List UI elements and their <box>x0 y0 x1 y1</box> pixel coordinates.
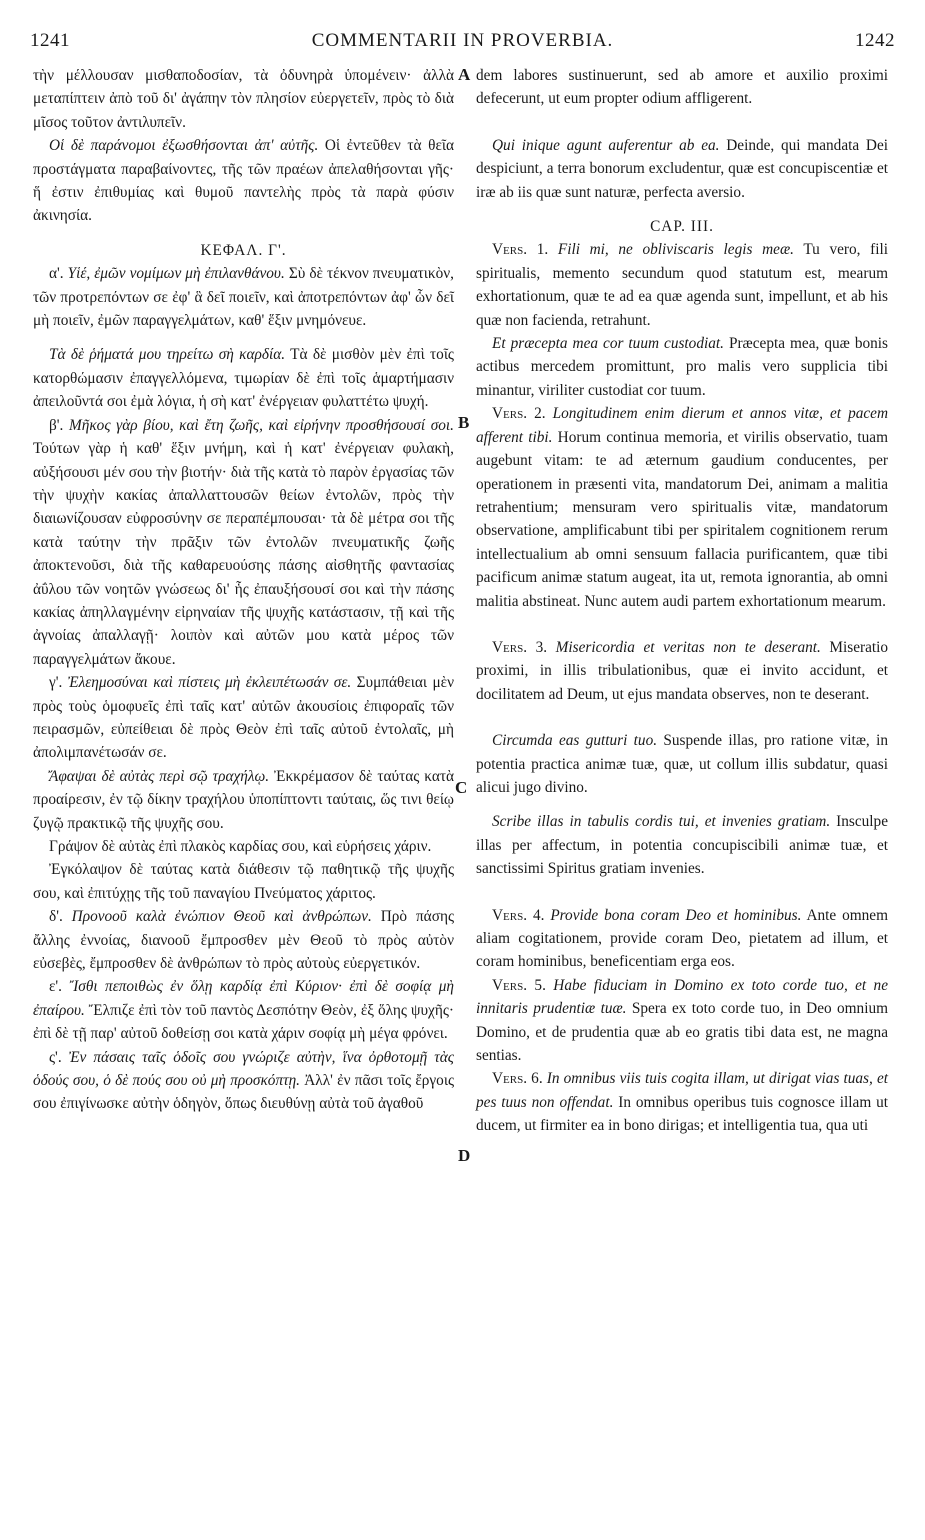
page-header <box>30 30 895 56</box>
greek-paragraph <box>33 671 454 765</box>
greek-column <box>33 64 454 1116</box>
latin-lemma: Circumda eas gutturi tuo. <box>492 732 658 750</box>
latin-text: In omnibus operibus tuis cognosce illam ut ducem, ut firmiter ea in bono dirigas; et intelligentia tua, qua uti <box>476 1093 888 1135</box>
greek-paragraph <box>33 858 454 905</box>
greek-lemma: Ἐλεημοσύναι καὶ πίστεις μὴ ἐκλειπέτωσάν σε. <box>62 674 352 692</box>
greek-lemma: Ἴσθι πεποιθὼς ἐν ὅλῃ καρδίᾳ ἐπὶ Κύριον· ἐπὶ δὲ σοφίᾳ μὴ ἐπαίρου. <box>33 978 454 1019</box>
latin-paragraph <box>476 402 888 613</box>
verse-number: γ'. <box>49 674 63 692</box>
latin-column <box>476 64 888 1138</box>
latin-lemma: Provide bona coram Deo et hominibus. <box>544 906 802 924</box>
greek-lemma: Προνοοῦ καλὰ ἐνώπιον Θεοῦ καὶ ἀνθρώπων. <box>62 908 372 926</box>
greek-paragraph <box>33 343 454 413</box>
margin-marker-a: A <box>458 65 471 84</box>
verse-label: Vers. 1. <box>492 241 549 259</box>
verse-label: Vers. 5. <box>492 976 546 994</box>
latin-paragraph <box>476 904 888 974</box>
verse-number: ς'. <box>49 1048 62 1066</box>
greek-text: τὴν μέλλουσαν μισθαποδοσίαν, τὰ ὀδυνηρὰ ὑπομένειν· ἀλλὰ μεταπίπτειν ἀπὸ τοῦ δι' ἀγάπην τὸν πλησίον εὐεργετεῖν, πρὸς τὸ διὰ μῖσος τοῦτον ἀντιλυπεῖν. <box>33 67 454 131</box>
latin-text: Horum continua memoria, et virilis observatio, tuam augebunt vitam: te ad æternum gaudium conducentes, per operationem in præsenti vita, mandatorum Dei, animam a malitia retrahentium; mensuram vero spiritualis vitæ, mandatorum observatione, amplificabunt tibi per spiritalem cognitionem rerum intellectualium ab omni sensuum fallacia purificantem, quæ tibi pacificum animæ statum augeat, ita ut, remota ignorantia, ab omni malitia abstineat. Nunc autem audi partem exhortationum mearum. <box>476 428 888 610</box>
verse-number: α'. <box>49 265 64 283</box>
greek-text: Συμπάθειαι μὲν πρὸς τοὺς ὁμοφυεῖς ἐπὶ ταῖς κατ' αὐτῶν ἀκουσίοις ἐπιφοραῖς τῶν πειρασμῶν, εὐπείθειαι δὲ πρὸς Θεὸν ἐπὶ ταῖς αὐτοῦ ἐντολαῖς, μὴ ἀπολιμπανέτωσάν σε. <box>33 674 454 762</box>
verse-label: Vers. 3. <box>492 638 548 656</box>
latin-paragraph <box>476 134 888 204</box>
greek-lemma: Τὰ δὲ ῥήματά μου τηρείτω σὴ καρδία. <box>49 346 286 364</box>
margin-marker-b: B <box>458 413 470 432</box>
greek-paragraph <box>33 64 454 134</box>
greek-paragraph <box>33 975 454 1045</box>
latin-lemma: Longitudinem enim dierum et annos vitæ, et pacem afferent tibi. <box>476 405 889 446</box>
latin-text: Tu vero, fili spiritualis, memento secundum quod statutum est, mearum exhortationum, quæ te ad ea quæ agenda sunt, impellunt, et ab his quæ non facienda, retrahunt. <box>476 241 888 329</box>
greek-paragraph <box>33 134 454 228</box>
latin-paragraph <box>476 238 888 332</box>
verse-label: Vers. 2. <box>492 405 546 423</box>
latin-text: Spera ex toto corde tuo, in Deo omnium Domino, et de prudentia quæ ab eo gratis tibi data est, ne magna sentias. <box>476 1000 888 1065</box>
latin-lemma: In omnibus viis tuis cogita illam, ut dirigat vias tuas, et pes tuus non offendat. <box>476 1070 889 1111</box>
latin-text: Miseratio proximi, in illis tribulationibus, quæ ei invito accidunt, et docilitatem ad Deum, ut ejus mandata observes, non te deserant. <box>476 638 889 703</box>
verse-number: δ'. <box>49 908 63 926</box>
latin-text: Deinde, qui mandata Dei despiciunt, a terra bonorum excludentur, quæ est concupiscentiæ et iræ ab iis quæ sunt naturæ, perfecta aversio. <box>476 136 889 201</box>
greek-text: Τούτων γὰρ ἡ καθ' ἕξιν μνήμη, καὶ ἡ κατ' ἐνέργειαν φυλακὴ, αὐξήσουσι μέν σου τὴν βιοτήν· διὰ τῆς κατὰ τὸ παρὸν ἐργασίας τῶν τὴν ψυχὴν κακίας ἀπαλλαττουσῶν θείων ἐντολῶν, πρὸς τὴν διαιωνίζουσαν εὐφροσύνην σε περαπέμπουσαι· τὰ δὲ μέτρα σοι τῆς κατὰ ταύτην τὴν πρᾶξιν τῶν ἐντολῶν πνευματικῆς ζωῆς ἀποκτενοῦσι, διὰ τῆς καθαρευούσης πάσης αἰσθητῆς φαντασίας ἀΰλου τῶν νοητῶν γνώσεως δι' ἧς ἐπαυξήσουσί σοι καὶ τὴν πάσης κακίας ἀπηλλαγμένην εἰρηναίαν τῆς ψυχῆς κατάστασιν, τῇ καὶ τῆς ἀγνοίας ἀπαλλαγῇ· λοιπὸν καὶ αὐτῶν μου κατὰ μέρος τῶν παραγγελμάτων ἄκουε. <box>33 440 454 668</box>
greek-text: Σὺ δὲ τέκνον πνευματικὸν, τῶν προτρεπόντων σε ἐφ' ἃ δεῖ ποιεῖν, καὶ ἀποτρεπόντων ἀφ' ὧν δεῖ μὴ ποιεῖν, ἐμῶν παραγγελμάτων, καθ' ἕξιν μνημόνευε. <box>33 265 455 330</box>
right-column-number: 1242 <box>855 30 895 51</box>
greek-lemma: Υἱέ, ἐμῶν νομίμων μὴ ἐπιλανθάνου. <box>63 265 285 283</box>
latin-text: Præcepta mea, quæ bonis actibus mercedem promittunt, pro malis vero supplicia tibi minantur, viriliter custodiat cor tuum. <box>476 335 888 399</box>
greek-lemma: Ἄφαψαι δὲ αὐτὰς περὶ σῷ τραχήλῳ. <box>49 767 270 785</box>
greek-text: Γράψον δὲ αὐτὰς ἐπὶ πλακὸς καρδίας σου, καὶ εὑρήσεις χάριν. <box>49 838 432 855</box>
greek-paragraph <box>33 765 454 835</box>
greek-paragraph <box>33 1046 454 1116</box>
verse-number: β'. <box>49 416 64 434</box>
latin-lemma: Habe fiduciam in Domino ex toto corde tuo, et ne innitaris prudentiæ tuæ. <box>476 976 888 1018</box>
greek-paragraph <box>33 835 454 858</box>
greek-lemma: Ἐν πάσαις ταῖς ὁδοῖς σου γνώριζε αὐτὴν, ἵνα ὀρθοτομῇ τὰς ὁδούς σου, ὁ δὲ πούς σου οὐ μὴ προσκόπτῃ. <box>33 1048 454 1090</box>
latin-chapter-heading: CAP. III. <box>650 218 714 236</box>
latin-lemma: Qui inique agunt auferentur ab ea. <box>492 136 720 154</box>
running-title: COMMENTARII IN PROVERBIA. <box>311 30 614 51</box>
greek-text: Ἀλλ' ἐν πᾶσι τοῖς ἔργοις σου ἐπιγίνωσκε αὐτὴν ὁδηγὸν, ὅπως διευθύνῃ αὐτὰ τοῦ ἀγαθοῦ <box>33 1072 454 1113</box>
greek-paragraph <box>33 262 454 332</box>
latin-paragraph <box>476 810 888 880</box>
verse-number: ε'. <box>49 978 63 996</box>
margin-marker-c: C <box>455 778 468 797</box>
latin-text: Suspende illas, pro ratione vitæ, in potentia practica animæ tuæ, quæ, ut collum illis subdatur, quasi alicui jugo divino. <box>476 732 888 796</box>
greek-paragraph <box>33 414 454 671</box>
verse-label: Vers. 4. <box>492 906 545 924</box>
latin-lemma: Et præcepta mea cor tuum custodiat. <box>492 335 724 353</box>
greek-text: Ἔλπιζε ἐπὶ τὸν τοῦ παντὸς Δεσπότην Θεὸν, ἐξ ὅλης ψυχῆς· ἐπὶ δὲ τῇ παρ' αὐτοῦ δοθείσῃ σοι κατὰ χάριν σοφίᾳ μὴ μέγα φρόνει. <box>33 1001 454 1043</box>
greek-lemma: Μῆκος γὰρ βίου, καὶ ἔτη ζωῆς, καὶ εἰρήνην προσθήσουσί σοι. <box>63 416 454 434</box>
greek-text: Πρὸ πάσης ἄλλης ἐννοίας, διανοοῦ ἔμπροσθεν μὲν Θεοῦ τὸ πρὸς αὐτὸν εὐσεβὲς, ἔμπροσθεν δὲ ἀνθρώπων τὸ πρὸς αὐτοὺς εὐεργετικόν. <box>33 908 454 973</box>
latin-paragraph <box>476 332 888 402</box>
greek-text: Οἱ ἐντεῦθεν τὰ θεῖα προστάγματα παραβαίνοντες, τῆς τῶν πραέων ἀπελαθήσονται γῆς· ἥ ἐστιν ἐπιθυμίας καὶ θυμοῦ παντελὴς πρὸς τὰ παρὰ φύσιν ἀκινησία. <box>33 137 455 225</box>
greek-text: Τὰ δὲ μισθὸν μὲν ἐπὶ τοῖς κατορθώμασιν ἐπαγγελλόμενα, τιμωρίαν δὲ ἐπὶ τοῖς ἁμαρτήμασιν ἀπειλοῦντά σοι ἐμὰ λόγια, ἡ σὴ κατ' ἐνέργειαν φυλαττέτω ψυχή. <box>33 346 454 411</box>
latin-paragraph <box>476 729 888 799</box>
latin-text: Ante omnem aliam cogitationem, provide coram Deo, pietatem ad illum, et coram hominibus, beneficentiam erga eos. <box>476 906 888 971</box>
latin-text: Insculpe illas per affectum, in potentia concupiscibili animæ tuæ, et sanctissimi Spiritus gratiam invenies. <box>476 813 888 878</box>
greek-text: Ἐγκόλαψον δὲ ταύτας κατὰ διάθεσιν τῷ παθητικῷ τῆς ψυχῆς σου, καὶ ἐπιτύχῃς τῆς τοῦ παναγίου Πνεύματος χάριτος. <box>33 861 454 902</box>
greek-paragraph <box>33 905 454 975</box>
greek-lemma: Οἱ δὲ παράνομοι ἐξωσθήσονται ἀπ' αὐτῆς. <box>49 137 319 155</box>
latin-text: dem labores sustinuerunt, sed ab amore et auxilio proximi defecerunt, ut eum propter odium affligerent. <box>476 67 888 108</box>
left-column-number: 1241 <box>30 30 70 51</box>
greek-text: Ἐκκρέμασον δὲ ταύτας κατὰ προαίρεσιν, ἐν τῷ δίκην τραχήλου ὑποπίπτοντι ταύταις, ὥς τινι θείῳ ζυγῷ πρακτικῷ τῆς ψυχῆς σου. <box>33 767 454 832</box>
latin-paragraph <box>476 974 888 1068</box>
verse-label: Vers. 6. <box>492 1070 543 1088</box>
latin-lemma: Fili mi, ne obliviscaris legis meæ. <box>548 241 794 259</box>
latin-lemma: Misericordia et veritas non te deserant. <box>547 638 821 656</box>
latin-paragraph <box>476 64 888 111</box>
greek-chapter-heading: ΚΕΦΑΛ. Γ'. <box>200 241 287 259</box>
latin-paragraph <box>476 636 888 706</box>
margin-marker-d: D <box>458 1146 471 1165</box>
latin-paragraph <box>476 1067 888 1137</box>
latin-lemma: Scribe illas in tabulis cordis tui, et invenies gratiam. <box>492 813 831 831</box>
